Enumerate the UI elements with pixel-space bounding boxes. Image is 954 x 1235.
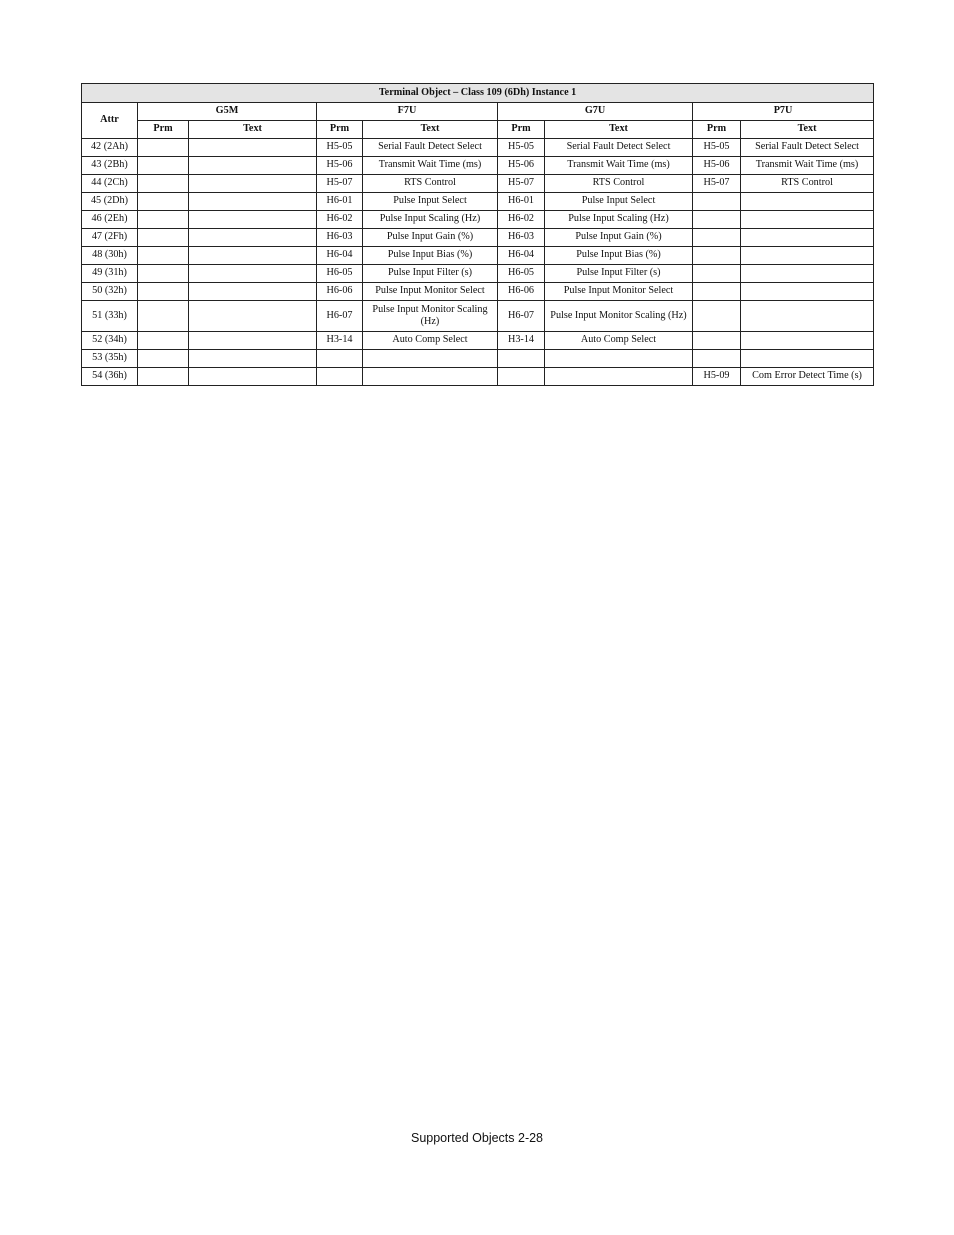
g5m-prm-cell	[138, 175, 189, 193]
table-row	[82, 265, 874, 283]
p7u-text-cell	[741, 193, 874, 211]
table-body	[82, 139, 874, 386]
table-row	[82, 157, 874, 175]
p7u-text-cell	[741, 229, 874, 247]
attr-cell: 47 (2Fh)	[82, 229, 138, 247]
p7u-prm-cell	[693, 265, 741, 283]
sub-header-text: Text	[189, 121, 317, 139]
table-row	[82, 283, 874, 301]
g5m-text-cell	[189, 332, 317, 350]
g7u-text-cell: Pulse Input Monitor Scaling (Hz)	[545, 301, 693, 332]
sub-header-text: Text	[741, 121, 874, 139]
attr-cell: 48 (30h)	[82, 247, 138, 265]
f7u-prm-cell: H6-03	[317, 229, 363, 247]
g7u-prm-cell: H6-02	[498, 211, 545, 229]
f7u-prm-cell: H6-05	[317, 265, 363, 283]
p7u-prm-cell: H5-09	[693, 368, 741, 386]
group-header-f7u: F7U	[317, 103, 498, 121]
p7u-prm-cell	[693, 350, 741, 368]
g5m-text-cell	[189, 211, 317, 229]
terminal-object-table	[81, 83, 874, 386]
group-header-g7u: G7U	[498, 103, 693, 121]
f7u-text-cell: Pulse Input Filter (s)	[363, 265, 498, 283]
g7u-text-cell: RTS Control	[545, 175, 693, 193]
f7u-prm-cell: H6-01	[317, 193, 363, 211]
f7u-prm-cell	[317, 368, 363, 386]
f7u-prm-cell: H5-05	[317, 139, 363, 157]
f7u-text-cell: Pulse Input Bias (%)	[363, 247, 498, 265]
table-row	[82, 301, 874, 332]
table-row	[82, 368, 874, 386]
table-row	[82, 139, 874, 157]
g7u-text-cell	[545, 368, 693, 386]
p7u-text-cell	[741, 350, 874, 368]
sub-header-text: Text	[545, 121, 693, 139]
p7u-prm-cell: H5-06	[693, 157, 741, 175]
sub-header-prm: Prm	[693, 121, 741, 139]
g5m-prm-cell	[138, 211, 189, 229]
p7u-prm-cell: H5-07	[693, 175, 741, 193]
p7u-text-cell	[741, 301, 874, 332]
f7u-prm-cell: H3-14	[317, 332, 363, 350]
sub-header-prm: Prm	[138, 121, 189, 139]
g5m-text-cell	[189, 283, 317, 301]
table-row	[82, 211, 874, 229]
p7u-text-cell	[741, 283, 874, 301]
g7u-prm-cell: H3-14	[498, 332, 545, 350]
f7u-text-cell: Pulse Input Select	[363, 193, 498, 211]
attr-cell: 50 (32h)	[82, 283, 138, 301]
g7u-text-cell: Pulse Input Filter (s)	[545, 265, 693, 283]
p7u-text-cell: Serial Fault Detect Select	[741, 139, 874, 157]
f7u-text-cell	[363, 350, 498, 368]
g7u-text-cell: Pulse Input Bias (%)	[545, 247, 693, 265]
attr-cell: 42 (2Ah)	[82, 139, 138, 157]
g5m-text-cell	[189, 229, 317, 247]
p7u-prm-cell	[693, 211, 741, 229]
f7u-prm-cell: H5-06	[317, 157, 363, 175]
sub-header-prm: Prm	[498, 121, 545, 139]
f7u-text-cell: Pulse Input Scaling (Hz)	[363, 211, 498, 229]
table-row	[82, 332, 874, 350]
g5m-text-cell	[189, 368, 317, 386]
p7u-text-cell: Transmit Wait Time (ms)	[741, 157, 874, 175]
p7u-text-cell	[741, 211, 874, 229]
g5m-text-cell	[189, 350, 317, 368]
f7u-text-cell: Auto Comp Select	[363, 332, 498, 350]
p7u-prm-cell	[693, 247, 741, 265]
p7u-prm-cell: H5-05	[693, 139, 741, 157]
g5m-prm-cell	[138, 332, 189, 350]
g5m-text-cell	[189, 301, 317, 332]
g7u-prm-cell: H6-04	[498, 247, 545, 265]
g7u-prm-cell: H5-05	[498, 139, 545, 157]
f7u-text-cell: Transmit Wait Time (ms)	[363, 157, 498, 175]
attr-cell: 43 (2Bh)	[82, 157, 138, 175]
g5m-text-cell	[189, 157, 317, 175]
p7u-prm-cell	[693, 301, 741, 332]
attr-cell: 44 (2Ch)	[82, 175, 138, 193]
attr-cell: 52 (34h)	[82, 332, 138, 350]
g7u-prm-cell: H5-07	[498, 175, 545, 193]
g7u-prm-cell: H5-06	[498, 157, 545, 175]
p7u-prm-cell	[693, 229, 741, 247]
g7u-text-cell: Pulse Input Gain (%)	[545, 229, 693, 247]
f7u-prm-cell: H6-02	[317, 211, 363, 229]
g7u-text-cell: Auto Comp Select	[545, 332, 693, 350]
table-row	[82, 193, 874, 211]
f7u-prm-cell: H6-06	[317, 283, 363, 301]
f7u-text-cell: Pulse Input Gain (%)	[363, 229, 498, 247]
f7u-text-cell: Pulse Input Monitor Scaling (Hz)	[363, 301, 498, 332]
g7u-text-cell	[545, 350, 693, 368]
p7u-prm-cell	[693, 332, 741, 350]
g5m-prm-cell	[138, 157, 189, 175]
group-header-p7u: P7U	[693, 103, 874, 121]
attr-cell: 54 (36h)	[82, 368, 138, 386]
g5m-text-cell	[189, 193, 317, 211]
attr-header: Attr	[82, 103, 138, 139]
g5m-prm-cell	[138, 350, 189, 368]
g7u-prm-cell: H6-06	[498, 283, 545, 301]
sub-header-prm: Prm	[317, 121, 363, 139]
g7u-prm-cell: H6-05	[498, 265, 545, 283]
attr-cell: 46 (2Eh)	[82, 211, 138, 229]
p7u-text-cell: Com Error Detect Time (s)	[741, 368, 874, 386]
table-title: Terminal Object – Class 109 (6Dh) Instance 1	[82, 84, 874, 103]
attr-cell: 45 (2Dh)	[82, 193, 138, 211]
g7u-prm-cell: H6-01	[498, 193, 545, 211]
table-row	[82, 350, 874, 368]
g5m-prm-cell	[138, 247, 189, 265]
g5m-text-cell	[189, 265, 317, 283]
attr-cell: 49 (31h)	[82, 265, 138, 283]
f7u-text-cell: RTS Control	[363, 175, 498, 193]
g5m-prm-cell	[138, 265, 189, 283]
g7u-text-cell: Transmit Wait Time (ms)	[545, 157, 693, 175]
f7u-prm-cell: H6-07	[317, 301, 363, 332]
p7u-text-cell	[741, 265, 874, 283]
g5m-prm-cell	[138, 193, 189, 211]
g7u-text-cell: Serial Fault Detect Select	[545, 139, 693, 157]
g5m-text-cell	[189, 247, 317, 265]
table-row	[82, 247, 874, 265]
attr-cell: 51 (33h)	[82, 301, 138, 332]
sub-header-text: Text	[363, 121, 498, 139]
g5m-prm-cell	[138, 301, 189, 332]
group-header-g5m: G5M	[138, 103, 317, 121]
f7u-text-cell	[363, 368, 498, 386]
f7u-text-cell: Serial Fault Detect Select	[363, 139, 498, 157]
g7u-text-cell: Pulse Input Select	[545, 193, 693, 211]
g7u-text-cell: Pulse Input Scaling (Hz)	[545, 211, 693, 229]
g7u-prm-cell	[498, 350, 545, 368]
page-footer: Supported Objects 2-28	[410, 1131, 544, 1145]
attr-cell: 53 (35h)	[82, 350, 138, 368]
g7u-prm-cell	[498, 368, 545, 386]
g5m-prm-cell	[138, 283, 189, 301]
p7u-text-cell: RTS Control	[741, 175, 874, 193]
p7u-prm-cell	[693, 193, 741, 211]
g7u-prm-cell: H6-03	[498, 229, 545, 247]
g7u-prm-cell: H6-07	[498, 301, 545, 332]
table-row	[82, 175, 874, 193]
p7u-prm-cell	[693, 283, 741, 301]
g5m-prm-cell	[138, 368, 189, 386]
f7u-prm-cell: H5-07	[317, 175, 363, 193]
g5m-prm-cell	[138, 139, 189, 157]
p7u-text-cell	[741, 247, 874, 265]
g5m-text-cell	[189, 139, 317, 157]
f7u-prm-cell	[317, 350, 363, 368]
f7u-text-cell: Pulse Input Monitor Select	[363, 283, 498, 301]
p7u-text-cell	[741, 332, 874, 350]
g5m-prm-cell	[138, 229, 189, 247]
g5m-text-cell	[189, 175, 317, 193]
table-row	[82, 229, 874, 247]
f7u-prm-cell: H6-04	[317, 247, 363, 265]
g7u-text-cell: Pulse Input Monitor Select	[545, 283, 693, 301]
